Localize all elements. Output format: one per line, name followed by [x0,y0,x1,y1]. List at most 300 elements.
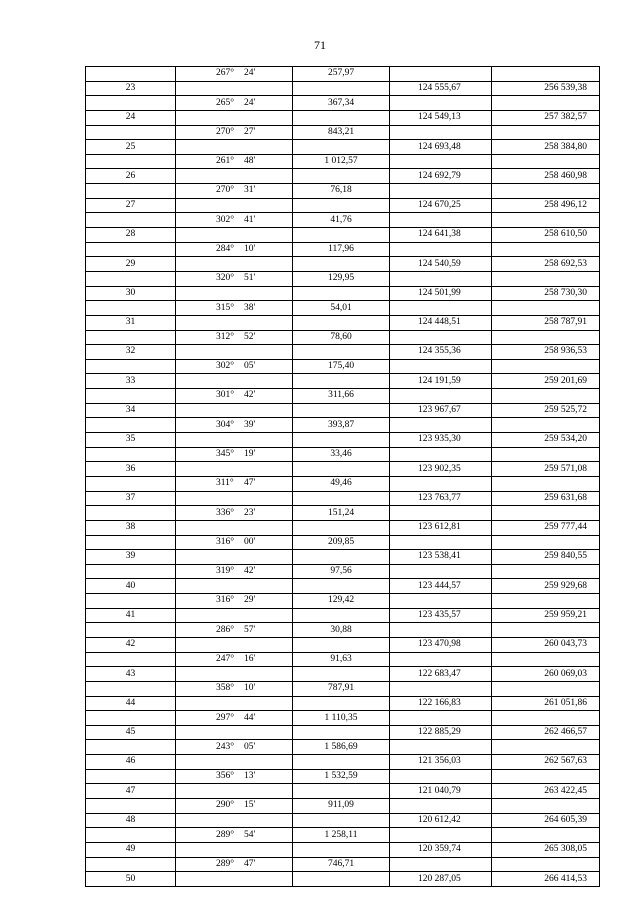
segment-row [86,389,600,404]
distance-cell: 311,66 [293,389,390,404]
empty-cell [293,462,390,477]
empty-cell [86,769,176,784]
distance-cell: 30,88 [293,623,390,638]
page-number: 71 [314,38,326,52]
point-row [86,696,600,711]
angle-cell [176,271,293,286]
angle-degrees: 270° [216,185,235,196]
empty-cell [390,184,492,199]
segment-row [86,828,600,843]
point-number-cell: 41 [86,608,176,623]
y-coordinate-cell: 259 534,20 [492,433,600,448]
y-coordinate-cell: 262 567,63 [492,755,600,770]
angle-degrees: 297° [216,712,235,723]
empty-cell [492,447,600,462]
x-coordinate-cell: 124 540,59 [390,257,492,272]
point-row [86,550,600,565]
distance-cell: 843,21 [293,125,390,140]
empty-cell [492,271,600,286]
empty-cell [86,564,176,579]
angle-cell [176,857,293,872]
empty-cell [293,608,390,623]
distance-cell: 746,71 [293,857,390,872]
segment-row [86,359,600,374]
point-number-cell: 23 [86,81,176,96]
empty-cell [492,154,600,169]
segment-row [86,564,600,579]
y-coordinate-cell: 266 414,53 [492,872,600,887]
distance-cell: 129,42 [293,594,390,609]
point-number-cell: 40 [86,579,176,594]
x-coordinate-cell: 124 670,25 [390,198,492,213]
empty-cell [86,711,176,726]
y-coordinate-cell: 260 043,73 [492,637,600,652]
segment-row [86,213,600,228]
angle-degrees: 304° [216,419,235,430]
empty-cell [86,330,176,345]
y-coordinate-cell: 259 840,55 [492,550,600,565]
angle-minutes: 39' [244,419,256,430]
point-row [86,110,600,125]
angle-degrees: 320° [216,273,235,284]
empty-cell [492,418,600,433]
point-row [86,872,600,887]
distance-cell: 97,56 [293,564,390,579]
y-coordinate-cell: 259 929,68 [492,579,600,594]
segment-row [86,740,600,755]
angle-minutes: 19' [244,448,256,459]
empty-cell [86,418,176,433]
point-row [86,403,600,418]
empty-cell [390,594,492,609]
empty-cell [390,769,492,784]
angle-cell [176,506,293,521]
empty-cell [86,154,176,169]
point-row [86,491,600,506]
point-number-cell: 31 [86,315,176,330]
angle-degrees: 247° [216,653,235,664]
angle-minutes: 16' [244,653,256,664]
empty-cell [492,857,600,872]
empty-cell [176,228,293,243]
y-coordinate-cell: 258 460,98 [492,169,600,184]
point-number-cell: 47 [86,784,176,799]
x-coordinate-cell: 123 612,81 [390,520,492,535]
distance-cell: 151,24 [293,506,390,521]
empty-cell [390,389,492,404]
angle-cell [176,594,293,609]
angle-degrees: 315° [216,302,235,313]
empty-cell [176,725,293,740]
segment-row [86,652,600,667]
angle-cell [176,535,293,550]
distance-cell: 41,76 [293,213,390,228]
segment-row [86,271,600,286]
empty-cell [390,711,492,726]
point-number-cell: 25 [86,140,176,155]
empty-cell [390,213,492,228]
x-coordinate-cell: 121 040,79 [390,784,492,799]
angle-cell [176,330,293,345]
point-number-cell: 30 [86,286,176,301]
empty-cell [492,652,600,667]
distance-cell: 787,91 [293,681,390,696]
angle-minutes: 10' [244,244,256,254]
distance-cell: 129,95 [293,271,390,286]
angle-cell [176,828,293,843]
point-row [86,257,600,272]
x-coordinate-cell: 123 444,57 [390,579,492,594]
empty-cell [492,242,600,257]
x-coordinate-cell: 123 470,98 [390,637,492,652]
empty-cell [86,301,176,316]
point-number-cell: 46 [86,755,176,770]
angle-cell [176,476,293,491]
angle-minutes: 54' [244,829,256,840]
point-number-cell: 33 [86,374,176,389]
empty-cell [176,667,293,682]
distance-cell: 1 012,57 [293,154,390,169]
angle-minutes: 27' [244,126,256,137]
empty-cell [492,96,600,111]
point-number-cell: 35 [86,433,176,448]
angle-degrees: 289° [216,829,235,840]
x-coordinate-cell: 123 538,41 [390,550,492,565]
empty-cell [390,125,492,140]
angle-minutes: 57' [244,624,256,635]
y-coordinate-cell: 258 610,50 [492,228,600,243]
empty-cell [390,330,492,345]
empty-cell [390,447,492,462]
empty-cell [86,359,176,374]
x-coordinate-cell: 124 692,79 [390,169,492,184]
angle-degrees: 265° [216,97,235,108]
empty-cell [86,506,176,521]
empty-cell [176,345,293,360]
empty-cell [293,315,390,330]
y-coordinate-cell: 258 730,30 [492,286,600,301]
empty-cell [492,389,600,404]
empty-cell [176,403,293,418]
angle-cell [176,740,293,755]
angle-cell [176,359,293,374]
point-number-cell: 39 [86,550,176,565]
angle-minutes: 10' [244,683,256,694]
y-coordinate-cell: 258 692,53 [492,257,600,272]
angle-degrees: 270° [216,126,235,137]
segment-row [86,96,600,111]
empty-cell [390,67,492,82]
empty-cell [86,681,176,696]
point-number-cell: 45 [86,725,176,740]
empty-cell [86,447,176,462]
empty-cell [293,872,390,887]
angle-cell [176,681,293,696]
angle-cell [176,125,293,140]
empty-cell [492,535,600,550]
empty-cell [293,286,390,301]
empty-cell [293,784,390,799]
empty-cell [293,198,390,213]
point-row [86,725,600,740]
angle-cell [176,769,293,784]
empty-cell [176,696,293,711]
point-number-cell: 28 [86,228,176,243]
angle-cell [176,799,293,814]
distance-cell: 78,60 [293,330,390,345]
empty-cell [390,740,492,755]
segment-row [86,857,600,872]
point-number-cell: 32 [86,345,176,360]
empty-cell [293,842,390,857]
point-row [86,784,600,799]
y-coordinate-cell: 260 069,03 [492,667,600,682]
empty-cell [176,433,293,448]
empty-cell [293,520,390,535]
angle-cell [176,184,293,199]
empty-cell [86,476,176,491]
y-coordinate-cell: 259 959,21 [492,608,600,623]
y-coordinate-cell: 259 571,08 [492,462,600,477]
angle-cell [176,242,293,257]
point-row [86,374,600,389]
empty-cell [390,154,492,169]
angle-cell [176,418,293,433]
empty-cell [390,271,492,286]
point-row [86,462,600,477]
empty-cell [86,242,176,257]
point-row [86,433,600,448]
empty-cell [293,813,390,828]
point-number-cell: 29 [86,257,176,272]
empty-cell [176,755,293,770]
distance-cell: 175,40 [293,359,390,374]
coordinates-table [85,66,600,887]
angle-degrees: 289° [216,858,235,869]
segment-row [86,476,600,491]
empty-cell [492,301,600,316]
empty-cell [176,315,293,330]
angle-cell [176,652,293,667]
angle-cell [176,154,293,169]
segment-row [86,447,600,462]
empty-cell [176,286,293,301]
distance-cell: 76,18 [293,184,390,199]
angle-cell [176,213,293,228]
point-row [86,842,600,857]
angle-minutes: 51' [244,273,256,284]
point-number-cell: 44 [86,696,176,711]
empty-cell [293,228,390,243]
point-row [86,608,600,623]
distance-cell: 209,85 [293,535,390,550]
x-coordinate-cell: 120 359,74 [390,842,492,857]
empty-cell [492,564,600,579]
y-coordinate-cell: 258 936,53 [492,345,600,360]
empty-cell [176,579,293,594]
empty-cell [176,198,293,213]
segment-row [86,184,600,199]
angle-minutes: 44' [244,712,256,723]
segment-row [86,799,600,814]
empty-cell [86,389,176,404]
segment-row [86,67,600,82]
angle-degrees: 290° [216,800,235,811]
empty-cell [293,403,390,418]
point-row [86,81,600,96]
x-coordinate-cell: 123 435,57 [390,608,492,623]
distance-cell: 393,87 [293,418,390,433]
empty-cell [293,345,390,360]
empty-cell [293,637,390,652]
x-coordinate-cell: 120 612,42 [390,813,492,828]
empty-cell [86,740,176,755]
empty-cell [176,637,293,652]
segment-row [86,125,600,140]
y-coordinate-cell: 265 308,05 [492,842,600,857]
point-row [86,579,600,594]
empty-cell [86,125,176,140]
point-row [86,198,600,213]
empty-cell [176,257,293,272]
x-coordinate-cell: 122 683,47 [390,667,492,682]
empty-cell [390,476,492,491]
empty-cell [492,681,600,696]
empty-cell [86,623,176,638]
empty-cell [293,550,390,565]
angle-degrees: 301° [216,390,235,401]
distance-cell: 1 586,69 [293,740,390,755]
empty-cell [492,184,600,199]
empty-cell [390,506,492,521]
empty-cell [390,681,492,696]
point-number-cell: 34 [86,403,176,418]
empty-cell [293,169,390,184]
point-row [86,228,600,243]
y-coordinate-cell: 263 422,45 [492,784,600,799]
angle-minutes: 15' [244,800,256,811]
angle-degrees: 261° [216,156,235,167]
empty-cell [492,594,600,609]
distance-cell: 1 258,11 [293,828,390,843]
angle-cell [176,67,293,82]
empty-cell [293,374,390,389]
y-coordinate-cell: 259 525,72 [492,403,600,418]
y-coordinate-cell: 258 384,80 [492,140,600,155]
empty-cell [176,491,293,506]
empty-cell [492,711,600,726]
distance-cell: 1 110,35 [293,711,390,726]
empty-cell [86,594,176,609]
point-number-cell: 26 [86,169,176,184]
point-row [86,345,600,360]
empty-cell [86,213,176,228]
segment-row [86,301,600,316]
empty-cell [390,418,492,433]
segment-row [86,330,600,345]
angle-minutes: 31' [244,185,256,196]
segment-row [86,418,600,433]
empty-cell [492,769,600,784]
point-number-cell: 49 [86,842,176,857]
empty-cell [293,433,390,448]
empty-cell [492,799,600,814]
empty-cell [176,550,293,565]
segment-row [86,154,600,169]
segment-row [86,535,600,550]
empty-cell [492,828,600,843]
empty-cell [492,506,600,521]
empty-cell [492,213,600,228]
empty-cell [176,110,293,125]
angle-minutes: 42' [244,390,256,401]
distance-cell: 1 532,59 [293,769,390,784]
empty-cell [492,125,600,140]
angle-minutes: 24' [244,97,256,108]
angle-minutes: 24' [244,68,256,79]
angle-cell [176,301,293,316]
empty-cell [86,652,176,667]
x-coordinate-cell: 124 448,51 [390,315,492,330]
y-coordinate-cell: 259 777,44 [492,520,600,535]
point-number-cell: 24 [86,110,176,125]
point-row [86,286,600,301]
empty-cell [492,476,600,491]
empty-cell [293,725,390,740]
angle-minutes: 13' [244,771,256,782]
y-coordinate-cell: 257 382,57 [492,110,600,125]
angle-degrees: 311° [216,478,234,489]
point-row [86,637,600,652]
point-row [86,140,600,155]
angle-minutes: 48' [244,156,256,167]
point-row [86,755,600,770]
x-coordinate-cell: 124 191,59 [390,374,492,389]
angle-cell [176,96,293,111]
angle-minutes: 00' [244,536,256,547]
y-coordinate-cell: 258 496,12 [492,198,600,213]
angle-degrees: 302° [216,361,235,372]
empty-cell [293,755,390,770]
empty-cell [176,81,293,96]
x-coordinate-cell: 122 166,83 [390,696,492,711]
x-coordinate-cell: 123 763,77 [390,491,492,506]
y-coordinate-cell: 256 539,38 [492,81,600,96]
angle-minutes: 41' [244,214,256,225]
empty-cell [86,828,176,843]
empty-cell [86,184,176,199]
empty-cell [86,535,176,550]
empty-cell [492,359,600,374]
x-coordinate-cell: 124 641,38 [390,228,492,243]
empty-cell [293,110,390,125]
angle-degrees: 312° [216,331,235,342]
empty-cell [492,67,600,82]
angle-minutes: 29' [244,595,256,606]
empty-cell [390,301,492,316]
angle-cell [176,623,293,638]
empty-cell [492,330,600,345]
empty-cell [293,81,390,96]
point-number-cell: 42 [86,637,176,652]
empty-cell [390,799,492,814]
empty-cell [390,359,492,374]
angle-degrees: 336° [216,507,235,518]
distance-cell: 49,46 [293,476,390,491]
empty-cell [293,667,390,682]
y-coordinate-cell: 259 201,69 [492,374,600,389]
empty-cell [176,520,293,535]
